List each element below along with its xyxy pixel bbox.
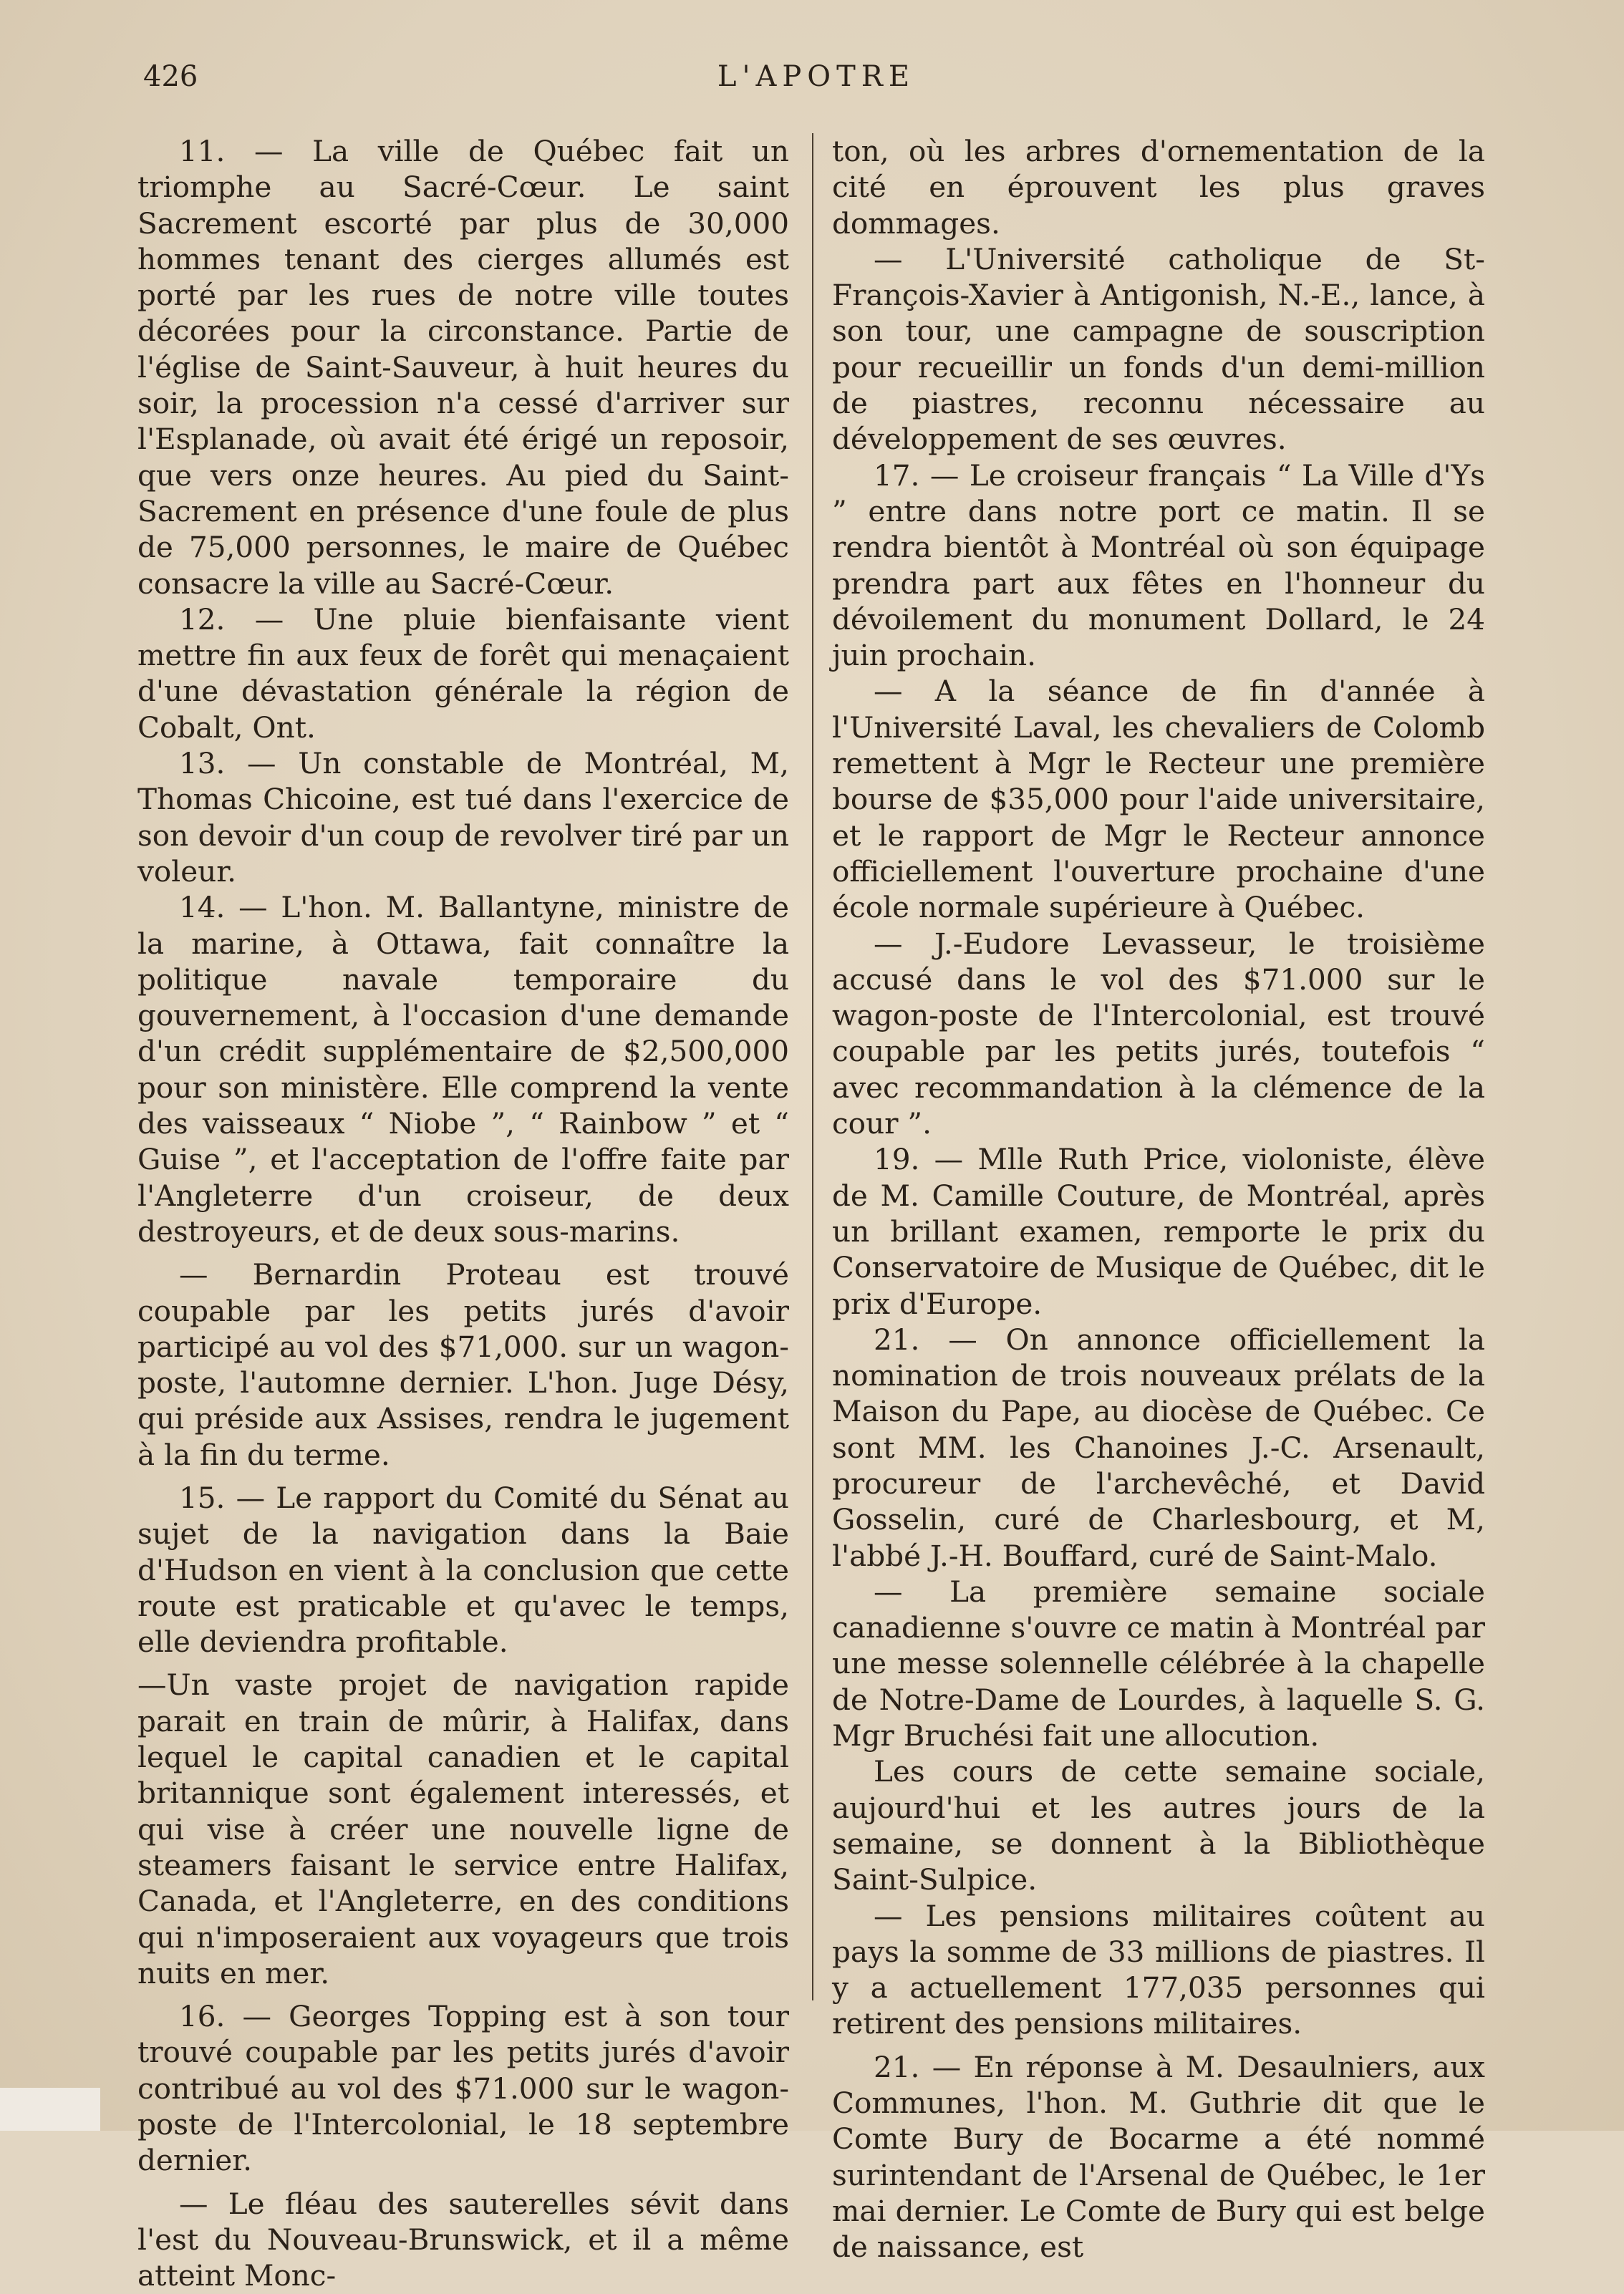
left-column [137, 133, 789, 2293]
running-title: L'APOTRE [717, 60, 916, 93]
paragraph: Les cours de cette semaine sociale, aujourd'hui et les autres jours de la semaine, se donnent à la Bibliothèque Saint-Sulpice. [832, 1754, 1485, 1897]
paragraph: 17. — Le croiseur français “ La Ville d'Ys ” entre dans notre port ce matin. Il se rendra bientôt à Montréal où son équipage prendra part aux fêtes en l'honneur du dévoilement du monument Dollard, le 24 juin prochain. [832, 458, 1485, 673]
paragraph: 14. — L'hon. M. Ballantyne, ministre de la marine, à Ottawa, fait connaître la politique navale temporaire du gouvernement, à l'occasion d'une demande d'un crédit supplémentaire de $2,500,000 pour son ministère. Elle comprend la vente des vaisseaux “ Niobe ”, “ Rainbow ” et “ Guise ”, et l'acceptation de l'offre faite par l'Angleterre d'un croiseur, de deux destroyeurs, et de deux sous-marins. [137, 890, 789, 1249]
paragraph: 16. — Georges Topping est à son tour trouvé coupable par les petits jurés d'avoir contribué au vol des $71.000 sur le wagon-poste de l'Intercolonial, le 18 septembre dernier. [137, 1999, 789, 2178]
paragraph: 11. — La ville de Québec fait un triomphe au Sacré-Cœur. Le saint Sacrement escorté par plus de 30,000 hommes tenant des cierges allumés est porté par les rues de notre ville toutes décorées pour la circonstance. Partie de l'église de Saint-Sauveur, à huit heures du soir, la procession n'a cessé d'arriver sur l'Esplanade, où avait été érigé un reposoir, que vers onze heures. Au pied du Saint-Sacrement en présence d'une foule de plus de 75,000 personnes, le maire de Québec consacre la ville au Sacré-Cœur. [137, 134, 789, 601]
paragraph: — Le fléau des sauterelles sévit dans l'est du Nouveau-Brunswick, et il a même atteint Monc- [137, 2186, 789, 2293]
page-header [143, 60, 1489, 103]
page-number: 426 [143, 60, 198, 93]
paragraph: — La première semaine sociale canadienne s'ouvre ce matin à Montréal par une messe solennelle célébrée à la chapelle de Notre-Dame de Lourdes, à laquelle S. G. Mgr Bruchési fait une allocution. [832, 1574, 1485, 1753]
paragraph: 21. — On annonce officiellement la nomination de trois nouveaux prélats de la Maison du Pape, au diocèse de Québec. Ce sont MM. les Chanoines J.-C. Arsenault, procureur de l'archevêché, et David Gosselin, curé de Charlesbourg, et M, l'abbé J.-H. Bouffard, curé de Saint-Malo. [832, 1322, 1485, 1573]
paragraph: 21. — En réponse à M. Desaulniers, aux Communes, l'hon. M. Guthrie dit que le Comte Bury de Bocarme a été nommé surintendant de l'Arsenal de Québec, le 1er mai dernier. Le Comte de Bury qui est belge de naissance, est [832, 2049, 1485, 2265]
paragraph: — Les pensions militaires coûtent au pays la somme de 33 millions de piastres. Il y a actuellement 177,035 personnes qui retirent des pensions militaires. [832, 1898, 1485, 2041]
paragraph: — J.-Eudore Levasseur, le troisième accusé dans le vol des $71.000 sur le wagon-poste de l'Intercolonial, est trouvé coupable par les petits jurés, toutefois “ avec recommandation à la clémence de la cour ”. [832, 926, 1485, 1141]
paragraph: 12. — Une pluie bienfaisante vient mettre fin aux feux de forêt qui menaçaient d'une dévastation générale la région de Cobalt, Ont. [137, 601, 789, 745]
paragraph: ton, où les arbres d'ornementation de la cité en éprouvent les plus graves dommages. [832, 134, 1485, 241]
right-column [832, 133, 1485, 2265]
page-corner [0, 2088, 100, 2131]
paragraph: — Bernardin Proteau est trouvé coupable par les petits jurés d'avoir participé au vol des $71,000. sur un wagon-poste, l'automne dernier. L'hon. Juge Désy, qui préside aux Assises, rendra le jugement à la fin du terme. [137, 1257, 789, 1472]
paragraph: — L'Université catholique de St-François-Xavier à Antigonish, N.-E., lance, à son tour, une campagne de souscription pour recueillir un fonds d'un demi-million de piastres, reconnu nécessaire au développement de ses œuvres. [832, 241, 1485, 457]
column-divider [812, 133, 813, 2000]
paragraph: 15. — Le rapport du Comité du Sénat au sujet de la navigation dans la Baie d'Hudson en vient à la conclusion que cette route est praticable et qu'avec le temps, elle deviendra profitable. [137, 1480, 789, 1660]
paragraph: 19. — Mlle Ruth Price, violoniste, élève de M. Camille Couture, de Montréal, après un brillant examen, remporte le prix du Conservatoire de Musique de Québec, dit le prix d'Europe. [832, 1142, 1485, 1321]
paragraph: —Un vaste projet de navigation rapide parait en train de mûrir, à Halifax, dans lequel le capital canadien et le capital britannique sont également interessés, et qui vise à créer une nouvelle ligne de steamers faisant le service entre Halifax, Canada, et l'Angleterre, en des conditions qui n'imposeraient aux voyageurs que trois nuits en mer. [137, 1668, 789, 1990]
paragraph: 13. — Un constable de Montréal, M, Thomas Chicoine, est tué dans l'exercice de son devoir d'un coup de revolver tiré par un voleur. [137, 746, 789, 889]
paragraph: — A la séance de fin d'année à l'Université Laval, les chevaliers de Colomb remettent à Mgr le Recteur une première bourse de $35,000 pour l'aide universitaire, et le rapport de Mgr le Recteur annonce officiellement l'ouverture prochaine d'une école normale supérieure à Québec. [832, 674, 1485, 925]
